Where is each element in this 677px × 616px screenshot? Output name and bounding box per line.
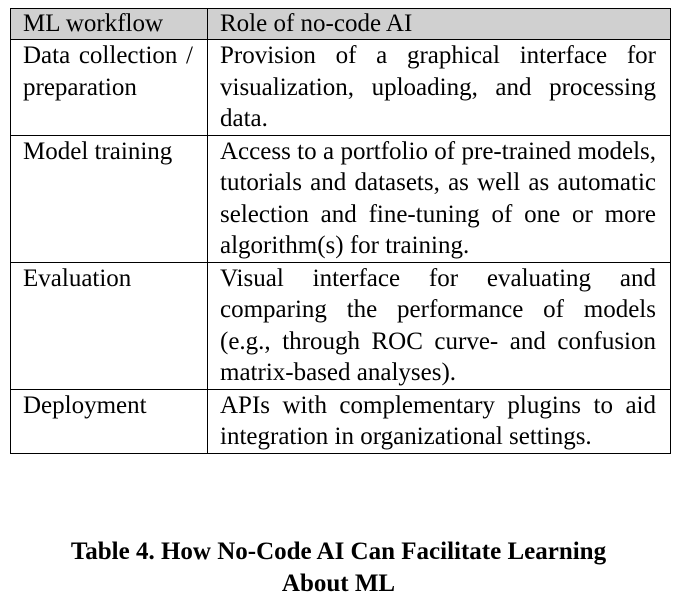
cell-role: Provision of a graphical interface for visualization, uploading, and processing data.: [208, 40, 671, 136]
cell-role: APIs with complementary plugins to aid integration in organizational settings.: [208, 389, 671, 453]
ml-workflow-table: [10, 8, 671, 454]
table-caption: [0, 536, 677, 600]
table-header-row: [11, 9, 671, 40]
cell-role: Access to a portfolio of pre-trained models, tutorials and datasets, as well as automatic selection and fine-tuning of one or more algorithm(s) for training.: [208, 135, 671, 262]
cell-stage: Deployment: [11, 389, 208, 453]
caption-line-1: Table 4. How No-Code AI Can Facilitate Learning: [70, 538, 607, 565]
table-row: [11, 135, 671, 262]
caption-line-2: About ML: [281, 570, 396, 597]
table-row: [11, 262, 671, 389]
cell-stage: Data collection / preparation: [11, 40, 208, 136]
cell-stage: Model training: [11, 135, 208, 262]
cell-stage: Evaluation: [11, 262, 208, 389]
table-row: [11, 40, 671, 136]
table-container: [10, 8, 670, 454]
header-ml-workflow: ML workflow: [11, 9, 208, 40]
cell-role: Visual interface for evaluating and comparing the performance of models (e.g., through ROC curve- and confusion matrix-based analyses).: [208, 262, 671, 389]
table-row: [11, 389, 671, 453]
header-role-of-no-code-ai: Role of no-code AI: [208, 9, 671, 40]
